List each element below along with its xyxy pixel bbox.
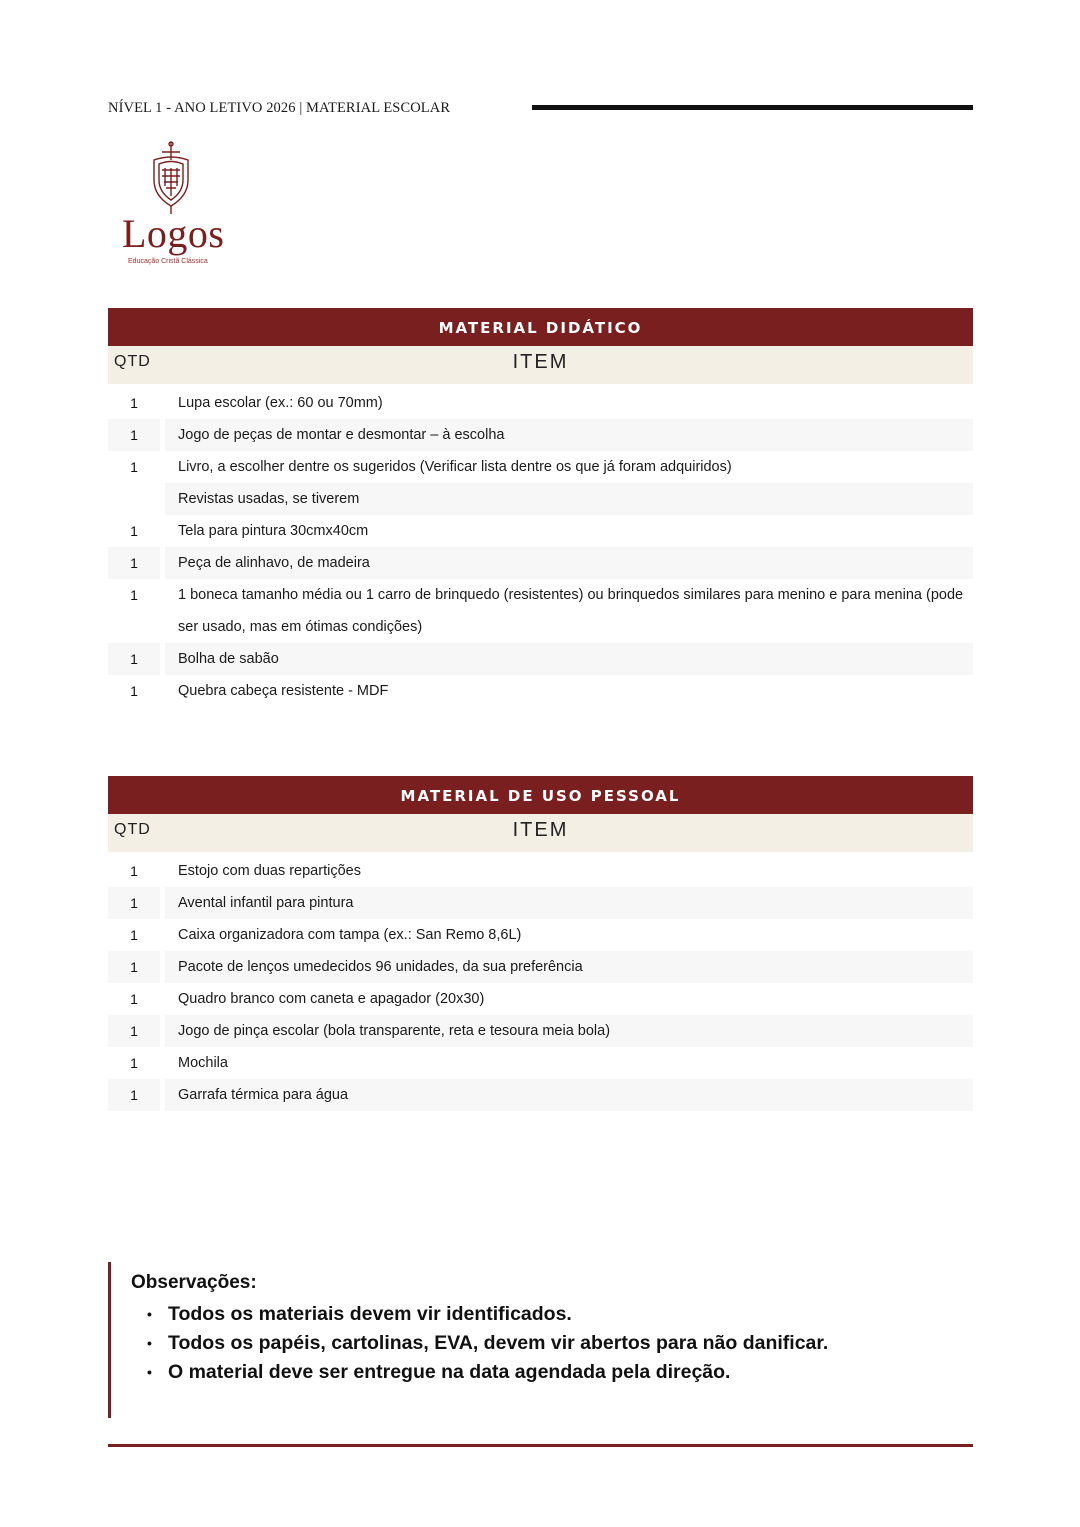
logo-tagline: Educação Cristã Clássica (128, 258, 208, 265)
row-qty: 1 (108, 1015, 160, 1047)
section-material-uso-pessoal (108, 776, 973, 1111)
row-qty: 1 (108, 887, 160, 919)
column-qty-label: QTD (114, 353, 151, 370)
column-qty-label: QTD (114, 821, 151, 838)
row-item: Jogo de pinça escolar (bola transparente, reta e tesoura meia bola) (165, 1015, 973, 1047)
row-item: Lupa escolar (ex.: 60 ou 70mm) (178, 395, 383, 411)
table-row (108, 547, 973, 579)
table-row (108, 675, 973, 707)
row-qty: 1 (108, 643, 160, 675)
row-qty: 1 (108, 951, 160, 983)
row-item: Quebra cabeça resistente - MDF (178, 683, 389, 699)
table-row (108, 1047, 973, 1079)
notes-title: Observações: (131, 1272, 257, 1293)
row-item: Pacote de lenços umedecidos 96 unidades, da sua preferência (165, 951, 973, 983)
row-qty: 1 (130, 523, 138, 539)
row-item: Bolha de sabão (165, 643, 973, 675)
row-item: Mochila (178, 1055, 228, 1071)
logo-wordmark: Logos (122, 211, 225, 256)
row-item: Quadro branco com caneta e apagador (20x30) (178, 991, 485, 1007)
table-row (108, 983, 973, 1015)
row-item: Tela para pintura 30cmx40cm (178, 523, 369, 539)
table-row (108, 1015, 973, 1047)
school-logo (118, 140, 238, 270)
row-item: Jogo de peças de montar e desmontar – à escolha (165, 419, 973, 451)
table-row (108, 951, 973, 983)
section-title: MATERIAL DE USO PESSOAL (108, 776, 973, 814)
row-qty: 1 (130, 927, 138, 943)
note-item: • O material deve ser entregue na data agendada pela direção. (131, 1358, 973, 1387)
notes-list (131, 1300, 973, 1387)
table-row (108, 451, 973, 483)
table-row (108, 1079, 973, 1111)
row-qty: 1 (130, 1055, 138, 1071)
row-item: 1 boneca tamanho média ou 1 carro de brinquedo (resistentes) ou brinquedos similares para menino e para menina (pode ser usado, mas em ótimas condições) (178, 587, 964, 635)
document-header-title: NÍVEL 1 - ANO LETIVO 2026 | MATERIAL ESCOLAR (108, 100, 451, 116)
table-row (108, 387, 973, 419)
column-item-label: ITEM (512, 351, 569, 373)
row-qty: 1 (130, 459, 138, 475)
column-header (108, 814, 973, 852)
row-qty: 1 (108, 419, 160, 451)
column-header (108, 346, 973, 384)
table-row (108, 919, 973, 951)
footer-divider (108, 1444, 973, 1447)
table-row (108, 643, 973, 675)
table-row (108, 855, 973, 887)
row-qty: 1 (108, 1079, 160, 1111)
row-qty: 1 (130, 991, 138, 1007)
section-title: MATERIAL DIDÁTICO (108, 308, 973, 346)
row-item: Estojo com duas repartições (178, 863, 361, 879)
table-row (108, 887, 973, 919)
row-item: Garrafa térmica para água (165, 1079, 973, 1111)
row-item: Avental infantil para pintura (165, 887, 973, 919)
note-item: • Todos os papéis, cartolinas, EVA, devem vir abertos para não danificar. (131, 1329, 973, 1358)
shield-sword-icon (150, 140, 192, 216)
row-item: Revistas usadas, se tiverem (165, 483, 973, 515)
row-item: Livro, a escolher dentre os sugeridos (Verificar lista dentre os que já foram adquiridos) (178, 459, 732, 475)
row-qty: 1 (130, 683, 138, 699)
note-item: • Todos os materiais devem vir identificados. (131, 1300, 973, 1329)
table-row (108, 419, 973, 451)
header-divider (532, 105, 973, 110)
table-row (108, 483, 973, 515)
column-item-label: ITEM (512, 819, 569, 841)
notes-box (108, 1262, 973, 1418)
row-item: Caixa organizadora com tampa (ex.: San Remo 8,6L) (178, 927, 522, 943)
section-material-didatico (108, 308, 973, 707)
row-qty: 1 (130, 395, 138, 411)
row-qty: 1 (108, 547, 160, 579)
table-row (108, 579, 973, 643)
table-row (108, 515, 973, 547)
row-qty: 1 (130, 587, 138, 603)
row-item: Peça de alinhavo, de madeira (165, 547, 973, 579)
row-qty: 1 (130, 863, 138, 879)
